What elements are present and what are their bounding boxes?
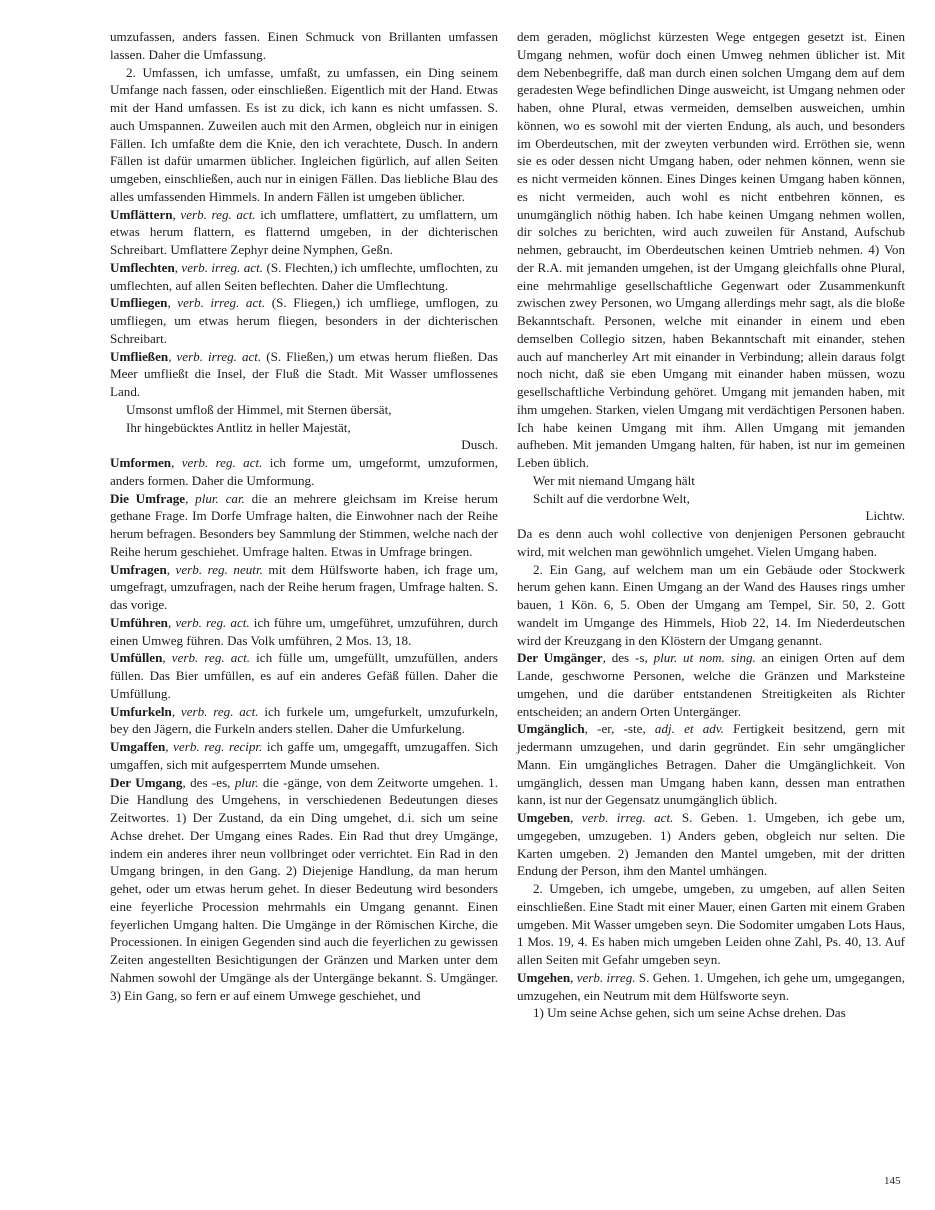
entry-headword: Umfüllen bbox=[110, 650, 163, 666]
entry-text: Fertigkeit besitzend, gern mit jedermann umzugehen, und darin gegründet. Ein sehr umgänglicher Mann. Ein umgängliches Betragen. Daher die Umgänglichkeit. Von umgänglich, dessen man Umgang haben kann, dessen man entrathen kann, ist nur der Gegensatz unumgänglich üblich. bbox=[517, 721, 906, 808]
entry-text: (S. Fliegen,) ich umfliege, umflogen, zu umfliegen, um etwas herum fliegen, besonders in der dichterischen Schreibart. bbox=[110, 295, 498, 346]
dictionary-entry: Umformen, verb. reg. act. ich forme um, umgeformt, umzuformen, anders formen. Daher die Umformung. bbox=[110, 455, 498, 488]
verse-line: Schilt auf die verdorbne Welt, bbox=[533, 490, 690, 506]
dictionary-entry: Umführen, verb. reg. act. ich führe um, umgeführet, umzuführen, durch einen Umweg führen. Das Volk umführen, 2 Mos. 13, 18. bbox=[110, 614, 498, 648]
entry-headword: Umführen bbox=[110, 614, 168, 630]
dictionary-entry bbox=[517, 649, 905, 720]
quote-attribution: Lichtw. bbox=[865, 508, 905, 524]
left-column bbox=[110, 28, 498, 1004]
entry-inflection: , -er, -ste, bbox=[584, 721, 655, 737]
verse-line: Umsonst umfloß der Himmel, mit Sternen übersät, bbox=[126, 401, 392, 417]
entry-text: mit dem Hülfsworte haben, ich frage um, umgefragt, umzufragen, nach der Reihe herum fragen, Umfrage halten. S. das vorige. bbox=[110, 561, 498, 612]
entry-headword: Umflättern bbox=[110, 206, 173, 222]
entry-text: ich furkele um, umgefurkelt, umzufurkeln, bey den Jägern, die Furkeln anders stellen. Daher die Umfurkelung. bbox=[110, 703, 498, 737]
entry-headword: Umfliegen bbox=[110, 295, 168, 311]
dictionary-entry: Die Umfrage, plur. car. die an mehrere gleichsam im Kreise herum gethane Frage. Im Dorfe Umfrage halten, die Einwohner nach der Reihe herum befragen. Besonders bey Sammlung der Stimmen, welche nach der Reihe herum geschiehet. Umfrage halten. Etwas in Umfrage bringen. bbox=[110, 490, 499, 559]
grammar-note: adj. et adv. bbox=[654, 721, 724, 737]
verse-line: Ihr hingebücktes Antlitz in heller Majestät, bbox=[126, 419, 351, 435]
dictionary-entry: Umfüllen, verb. reg. act. ich fülle um, umgefüllt, umzufüllen, anders füllen. Das Bier umfüllen, es auf ein anderes Gefäß füllen. Daher die Umfüllung. bbox=[110, 650, 498, 701]
paragraph: 2. Umgeben, ich umgebe, umgeben, zu umgeben, auf allen Seiten einschließen. Eine Stadt mit einer Mauer, einen Garten mit einem Graben umgeben. Mit Wasser umgeben seyn. Die Sodomiter umgaben Lots Haus, 1 Mos. 19, 4. Es haben mich umgeben Leiden ohne Zahl, Ps. 40, 13. Auf allen Seiten mit Gefahr umgeben seyn. bbox=[517, 881, 905, 967]
grammar-note: verb. irreg. act. bbox=[177, 295, 266, 311]
dictionary-entry: Umflechten, verb. irreg. act. (S. Flechten,) ich umflechte, umflochten, zu umflechten, auf allen Seiten beflechten. Daher die Umflechtung. bbox=[110, 259, 499, 293]
grammar-note: verb. reg. act. bbox=[180, 206, 256, 222]
entry-headword: Umfurkeln bbox=[110, 703, 172, 719]
grammar-note: verb. irreg. act. bbox=[181, 259, 264, 275]
entry-text: (S. Fließen,) um etwas herum fließen. Das Meer umfließt die Insel, der Fluß die Stadt. Mit Wasser umflossenes Land. bbox=[110, 348, 498, 399]
entry-headword: Umfließen bbox=[110, 348, 169, 364]
grammar-note: verb. reg. act. bbox=[181, 455, 263, 470]
paragraph: umzufassen, anders fassen. Einen Schmuck von Brillanten umfassen lassen. Daher die Umfassung. bbox=[110, 29, 498, 62]
entry-text: S. Geben. 1. Umgeben, ich gebe um, umgegeben, umzugeben. 1) Anders geben, obgleich nur selten. Die Karten umgeben. 2) Jemanden den Mantel umgeben, mit der dritten Endung der Person, ihm den Mantel umhängen. bbox=[517, 810, 906, 879]
grammar-note: verb. irreg. bbox=[576, 969, 636, 985]
entry-text: ich umflattere, umflattert, zu umflattern, um etwas herum flattern, es flatternd umgeben, in der dichterischen Schreibart. Umflattere Zephyr deine Nymphen, Geßn. bbox=[110, 206, 498, 257]
entry-text: S. Gehen. 1. Umgehen, ich gehe um, umgegangen, umzugehen, ein Neutrum mit dem Hülfsworte seyn. bbox=[517, 969, 905, 1003]
paragraph: dem geraden, möglichst kürzesten Wege entgegen gesetzt ist. Einen Umgang nehmen, wofür doch einen Umweg nehmen üblicher ist. Mit dem Nebenbegriffe, daß man durch einen solchen Umgang dem auf dem geradesten Wege befindlichen Dinge ausweicht, ist Umgang nehmen oder haben, ohne Plural, etwas vermeiden, demselben ausweichen, umhin können, wo es sowohl mit der vierten Endung, als auch, und besonders im Oberdeutschen, mit der zweyten verbunden wird. Erröthen sie, wenn sie es oder dessen nicht Umgang haben, oder nehmen können, wenn sie es nicht vermeiden können. Eines Dinges keinen Umgang haben können, es nicht vermeiden, auch wohl es nicht entbehren können, es unumgänglich nöthig haben. Ich habe keinen Umgang nehmen wollen, dir solches zu berichten, wird auch zuweilen für Anstand, Aufschub nehmen, gebraucht, im Oberdeutschen keinen Umtrieb nehmen. 4) Von der R.A. mit jemanden umgehen, ist der Umgang gleichfalls ohne Plural, eine mehrmahlige gesellschaftliche Gegenwart oder Zusammenkunft zwischen zwey Personen, wo Umgang allerdings mehr sagt, als die bloße Bekanntschaft. Personen, welche mit einander in einem und eben demselben Collegio sitzen, haben Bekanntschaft mit einander, stehen auch auf mancherley Art mit einander in Verbindung; allein daraus folgt noch nicht, daß sie eben Umgang mit einander haben müssen, wozu gesellschaftliche Verbindung gehöret. Umgang mit jemanden haben, mit ihm umgehen. Starken, vielen Umgang mit verdächtigen Personen haben. Ich habe keinen Umgang mit ihm. Allen Umgang mit jemanden aufheben. Mit jemanden Umgang halten, für haben, ist nur im gemeinen Leben üblich. bbox=[517, 29, 905, 470]
page-number: 145 bbox=[884, 1175, 901, 1187]
dictionary-entry: Umfließen, verb. irreg. act. (S. Fließen,) um etwas herum fließen. Das Meer umfließt die Insel, der Fluß die Stadt. Mit Wasser umflossenes Land. bbox=[110, 348, 498, 399]
paragraph: 2. Ein Gang, auf welchem man um ein Gebäude oder Stockwerk herum gehen kann. Einen Umgang an der Wand des Hauses rings umher bauen, 1 Kön. 6, 5. Oben der Umgang am Tempel, Sir. 50, 2. Gott wandelt im Umgange des Himmels, Hiob 22, 14. Im Niederdeutschen wird der Kreuzgang in den Klöstern der Umgang genannt. bbox=[517, 561, 905, 648]
entry-text: ich fülle um, umgefüllt, umzufüllen, anders füllen. Das Bier umfüllen, es auf ein anderes Gefäß füllen. Daher die Umfüllung. bbox=[110, 650, 498, 701]
grammar-note: verb. reg. recipr. bbox=[173, 739, 263, 754]
entry-headword: Die Umfrage bbox=[110, 490, 186, 506]
entry-text: ich gaffe um, umgegafft, umzugaffen. Sich umgaffen, sich mit aufgesperrtem Munde umsehen. bbox=[110, 739, 498, 772]
right-column bbox=[517, 28, 905, 1022]
entry-headword: Der Umgänger bbox=[517, 650, 603, 666]
grammar-note: verb. irreg. act. bbox=[176, 348, 262, 364]
entry-headword: Umgaffen bbox=[110, 739, 166, 754]
grammar-note: verb. reg. neutr. bbox=[175, 561, 263, 577]
entry-inflection: , des -s, bbox=[602, 650, 654, 666]
dictionary-entry: Umfurkeln, verb. reg. act. ich furkele um, umgefurkelt, umzufurkeln, bey den Jägern, die Furkeln anders stellen. Daher die Umfurkelung. bbox=[110, 703, 498, 737]
entry-text: ich forme um, umgeformt, umzuformen, anders formen. Daher die Umformung. bbox=[110, 455, 498, 488]
entry-headword: Der Umgang bbox=[110, 774, 183, 790]
entry-headword: Umgänglich bbox=[517, 721, 585, 737]
dictionary-entry bbox=[110, 774, 498, 1005]
dictionary-entry: Umgaffen, verb. reg. recipr. ich gaffe um, umgegafft, umzugaffen. Sich umgaffen, sich mit aufgesperrtem Munde umsehen. bbox=[110, 739, 498, 772]
dictionary-entry: Umfliegen, verb. irreg. act. (S. Fliegen,) ich umfliege, umflogen, zu umfliegen, um etwas herum fliegen, besonders in der dichterischen Schreibart. bbox=[110, 295, 498, 346]
paragraph: 1) Um seine Achse gehen, sich um seine Achse drehen. Das bbox=[533, 1005, 846, 1021]
grammar-note: verb. reg. act. bbox=[171, 650, 251, 666]
dictionary-entry: Umflättern, verb. reg. act. ich umflattere, umflattert, zu umflattern, um etwas herum flattern, es flatternd umgeben, in der dichterischen Schreibart. Umflattere Zephyr deine Nymphen, Geßn. bbox=[110, 206, 498, 257]
entry-headword: Umgeben bbox=[517, 810, 571, 825]
grammar-note: plur. bbox=[234, 774, 259, 790]
entry-text: an einigen Orten auf dem Lande, geschworne Personen, welche die Gränzen und Marksteine umgehen, und die darüber entstandenen Streitigkeiten als Richter entscheiden; an andern Orten Untergänger. bbox=[517, 650, 905, 719]
entry-inflection: , des -es, bbox=[182, 774, 235, 790]
entry-headword: Umformen bbox=[110, 455, 172, 470]
grammar-note: verb. reg. act. bbox=[180, 703, 259, 719]
entry-text: ich führe um, umgeführet, umzuführen, durch einen Umweg führen. Das Volk umführen, 2 Mos. 13, 18. bbox=[110, 614, 498, 648]
quote-attribution: Dusch. bbox=[461, 437, 498, 453]
dictionary-entry: Umgehen, verb. irreg. S. Gehen. 1. Umgehen, ich gehe um, umgegangen, umzugehen, ein Neutrum mit dem Hülfsworte seyn. bbox=[517, 969, 905, 1003]
grammar-note: plur. ut nom. sing. bbox=[653, 650, 756, 666]
grammar-note: verb. irreg. act. bbox=[581, 810, 674, 825]
entry-headword: Umfragen bbox=[110, 561, 167, 577]
entry-headword: Umgehen bbox=[517, 969, 571, 985]
entry-text: (S. Flechten,) ich umflechte, umflochten, zu umflechten, auf allen Seiten beflechten. Daher die Umflechtung. bbox=[110, 259, 499, 293]
entry-headword: Umflechten bbox=[110, 259, 175, 275]
grammar-note: plur. car. bbox=[195, 490, 245, 506]
paragraph: Da es denn auch wohl collective von denjenigen Personen gebraucht wird, mit welchen man gewöhnlich umgehet. Vielen Umgang haben. bbox=[517, 526, 905, 559]
grammar-note: verb. reg. act. bbox=[175, 614, 250, 630]
entry-text: die an mehrere gleichsam im Kreise herum gethane Frage. Im Dorfe Umfrage halten, die Einwohner nach der Reihe herum befragen. Besonders bey Sammlung der Stimmen, welche nach der Reihe herum geschiehet. Umfrage halten. Etwas in Umfrage bringen. bbox=[110, 490, 499, 559]
dictionary-entry: Umfragen, verb. reg. neutr. mit dem Hülfsworte haben, ich frage um, umgefragt, umzufragen, nach der Reihe herum fragen, Umfrage halten. S. das vorige. bbox=[110, 561, 498, 612]
dictionary-entry: Umgeben, verb. irreg. act. S. Geben. 1. Umgeben, ich gebe um, umgegeben, umzugeben. 1) Anders geben, obgleich nur selten. Die Karten umgeben. 2) Jemanden den Mantel umgeben, mit der dritten Endung der Person, ihm den Mantel umhängen. bbox=[517, 810, 906, 879]
paragraph: 2. Umfassen, ich umfasse, umfaßt, zu umfassen, ein Ding seinem Umfange nach fassen, oder einschließen. Eigentlich mit der Hand. Etwas mit der Hand umfassen. Es ist zu dick, ich kann es nicht umfassen. S. auch Umspannen. Zuweilen auch mit den Armen, obgleich nur in einigen Fällen. Ich umfaßte dem die Knie, den ich verachtete, Dusch. In andern Fällen ist dafür umarmen üblicher. Ingleichen figürlich, auf allen Seiten umgeben, einschließen, auch nur in einigen Fällen. Das liebliche Blau des alles umfassenden Himmels. In andern Fällen ist umgeben üblicher. bbox=[110, 64, 498, 204]
verse-line: Wer mit niemand Umgang hält bbox=[533, 472, 695, 488]
entry-text: die -gänge, von dem Zeitworte umgehen. 1. Die Handlung des Umgehens, in verschiedenen Bedeutungen dieses Zeitwortes. 1) Der Zustand, da ein Ding umgehet, d.i. sich um seine Achse drehet. Der Umgang eines Rades. Ein Rad thut drey Umgänge, indem ein anderes ihrer neun vollbringet oder verrichtet. Ein Rad in den Umgang bringen, in den Gang. 2) Diejenige Handlung, da man herum gehet, oder um etwas herum gehet. In dieser Bedeutung wird besonders eine feyerliche Procession mehrmahls ein Umgang genannt. Einen feyerlichen Umgang halten. Die Umgänge in der Römischen Kirche, die Processionen. In einigen Gegenden sind auch die feyerlichen zu gewissen Zeiten angestellten Besichtigungen der Gränzen und Marken unter dem Nahmen sowohl der Umgänge als der Untergänge bekannt. S. Umgänger. 3) Ein Gang, so fern er auf einem Umwege geschiehet, und bbox=[110, 774, 498, 1003]
dictionary-entry bbox=[517, 720, 905, 809]
